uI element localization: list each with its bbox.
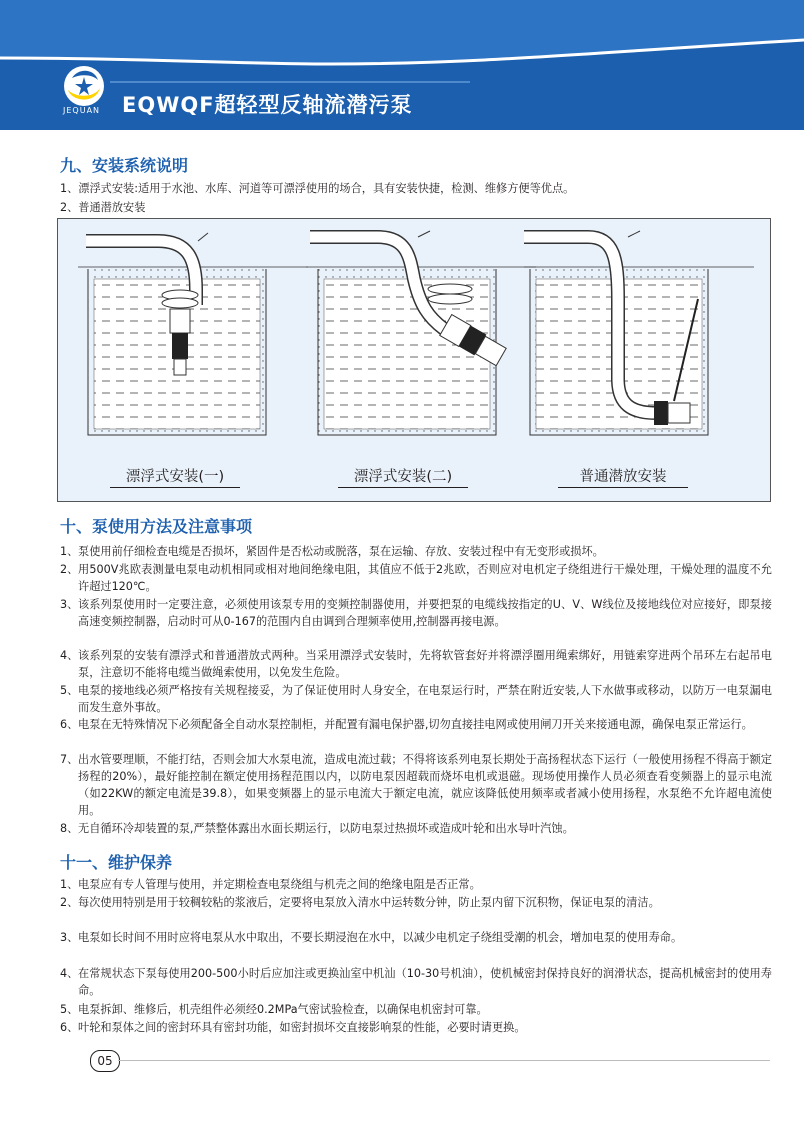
section-heading-maintenance: 十一、维护保养 [60,853,173,872]
maintenance-item [60,929,772,946]
maintenance-item-number: 6、 [60,1021,79,1034]
maintenance-item [60,1019,772,1036]
maintenance-item [60,876,772,893]
usage-item-text: 泵使用前仔细检查电缆是否损坏，紧固件是否松动或脱落，泵在运输、存放、安装过程中有无变形或损坏。 [78,545,604,558]
header-bar [0,0,804,130]
footer-divider [118,1060,770,1061]
usage-item-number: 3、 [60,598,79,611]
usage-item [60,682,772,716]
usage-item [60,716,772,733]
maintenance-item-number: 3、 [60,931,79,944]
caption-normal-submersion: 普通潜放安装 [579,469,667,485]
maintenance-item-number: 4、 [60,967,79,980]
diagram-normal-submersion [524,231,754,435]
maintenance-item [60,965,772,999]
usage-item-number: 5、 [60,684,79,697]
caption-underline [558,487,688,488]
usage-item-number: 6、 [60,718,79,731]
logo-text: JEQUAN [63,106,101,115]
usage-item-text: 该系列泵使用时一定要注意，必须使用该泵专用的变频控制器使用，并要把泵的电缆线按指定的U、V、W线位及接地线位对应接好，即泵接高速变频控制器，启动时可从0-167的范围内自由调到合理频率使用,控制器再接电源。 [78,598,772,628]
company-logo [62,64,106,108]
maintenance-item [60,1001,772,1018]
diagram-floating-1 [78,233,308,435]
usage-item [60,543,772,560]
usage-item [60,647,772,681]
maintenance-item-text: 在常规状态下泵每使用200-500小时后应加注或更换汕室中机汕（10-30号机油），使机械密封保持良好的润滑状态，提高机械密封的使用寿命。 [78,967,772,997]
usage-item [60,596,772,630]
installation-diagrams [58,219,770,501]
usage-item-text: 无自循环冷却装置的泵,严禁整体露出水面长期运行，以防电泵过热损坏或造成叶轮和出水导叶汽蚀。 [78,822,574,835]
usage-item-number: 1、 [60,545,79,558]
usage-item-text: 用500V兆欧表测量电泵电动机相同或相对地间绝缘电阻，其值应不低于2兆欧，否则应对电机定子绕组进行干燥处理，干燥处理的温度不允许超过120℃。 [78,563,772,593]
maintenance-item-text: 每次使用特别是用于较稠较粘的浆液后，定要将电泵放入清水中运转数分钟，防止泵内留下沉积物，保证电泵的清洁。 [78,896,660,909]
maintenance-item-number: 5、 [60,1003,79,1016]
install-item-1: 1、漂浮式安装:适用于水池、水库、河道等可漂浮使用的场合，具有安装快捷，检测、维修方便等优点。 [60,182,575,195]
section-heading-usage: 十、泵使用方法及注意事项 [60,517,253,536]
caption-floating-1: 漂浮式安装(一) [125,469,225,485]
install-item-2: 2、普通潜放安装 [60,201,146,214]
usage-item-text: 电泵的接地线必须严格按有关规程接妥，为了保证使用时人身安全，在电泵运行时，严禁在附近安装,人下水做事或移动，以防万一电泵漏电而发生意外事故。 [78,684,772,714]
usage-item-text: 该系列泵的安装有漂浮式和普通潜放式两种。当采用漂浮式安装时，先将软管套好并将漂浮圈用绳索绑好，用链索穿进两个吊环左右起吊电泵，注意切不能将电缆当做绳索使用，以免发生危险。 [78,649,772,679]
section-heading-install: 九、安装系统说明 [60,156,189,175]
usage-item-number: 8、 [60,822,79,835]
maintenance-item-text: 叶轮和泵体之间的密封环具有密封功能，如密封损坏交直接影响泵的性能，必要时请更换。 [78,1021,526,1034]
maintenance-item-text: 电泵如长时间不用时应将电泵从水中取出，不要长期浸泡在水中，以减少电机定子绕组受潮的机会，增加电泵的使用寿命。 [78,931,683,944]
maintenance-item-text: 电泵应有专人管理与使用，并定期检查电泵绕组与机壳之间的绝缘电阻是否正常。 [78,878,481,891]
usage-item [60,751,772,819]
maintenance-item-number: 2、 [60,896,79,909]
installation-figure [57,218,771,502]
usage-item-text: 电泵在无特殊情况下必须配备全自动水泵控制柜，并配置有漏电保护器,切勿直接挂电网或使用闸刀开关来接通电源，确保电泵正常运行。 [78,718,753,731]
caption-underline [338,487,468,488]
usage-item [60,820,772,837]
caption-underline [110,487,240,488]
usage-item-number: 7、 [60,753,79,766]
maintenance-item-text: 电泵拆卸、维修后，机壳组件必须经0.2MPa气密试验检查，以确保电机密封可靠。 [78,1003,488,1016]
maintenance-item-number: 1、 [60,878,79,891]
usage-item-number: 4、 [60,649,79,662]
page-title: EQWQF超轻型反轴流潜污泵 [122,93,413,117]
usage-item-text: 出水管要理顺，不能打结，否则会加大水泵电流，造成电流过载；不得将该系列电泵长期处于高扬程状态下运行（一般使用扬程不得高于额定扬程的20%），最好能控制在额定使用扬程范围以内，以防电泵因超载而烧坏电机或退磁。现场使用操作人员必须查看变频器上的显示电流（如22KW的额定电流是39.8），如果变频器上的显示电流大于额定电流，就应该降低使用频率或者减小使用扬程，水泵绝不允许超电流使用。 [78,753,772,817]
caption-floating-2: 漂浮式安装(二) [353,469,453,485]
diagram-floating-2 [306,231,536,435]
usage-item-number: 2、 [60,563,79,576]
maintenance-item [60,894,772,911]
usage-item [60,561,772,595]
page-number: 05 [90,1050,120,1072]
